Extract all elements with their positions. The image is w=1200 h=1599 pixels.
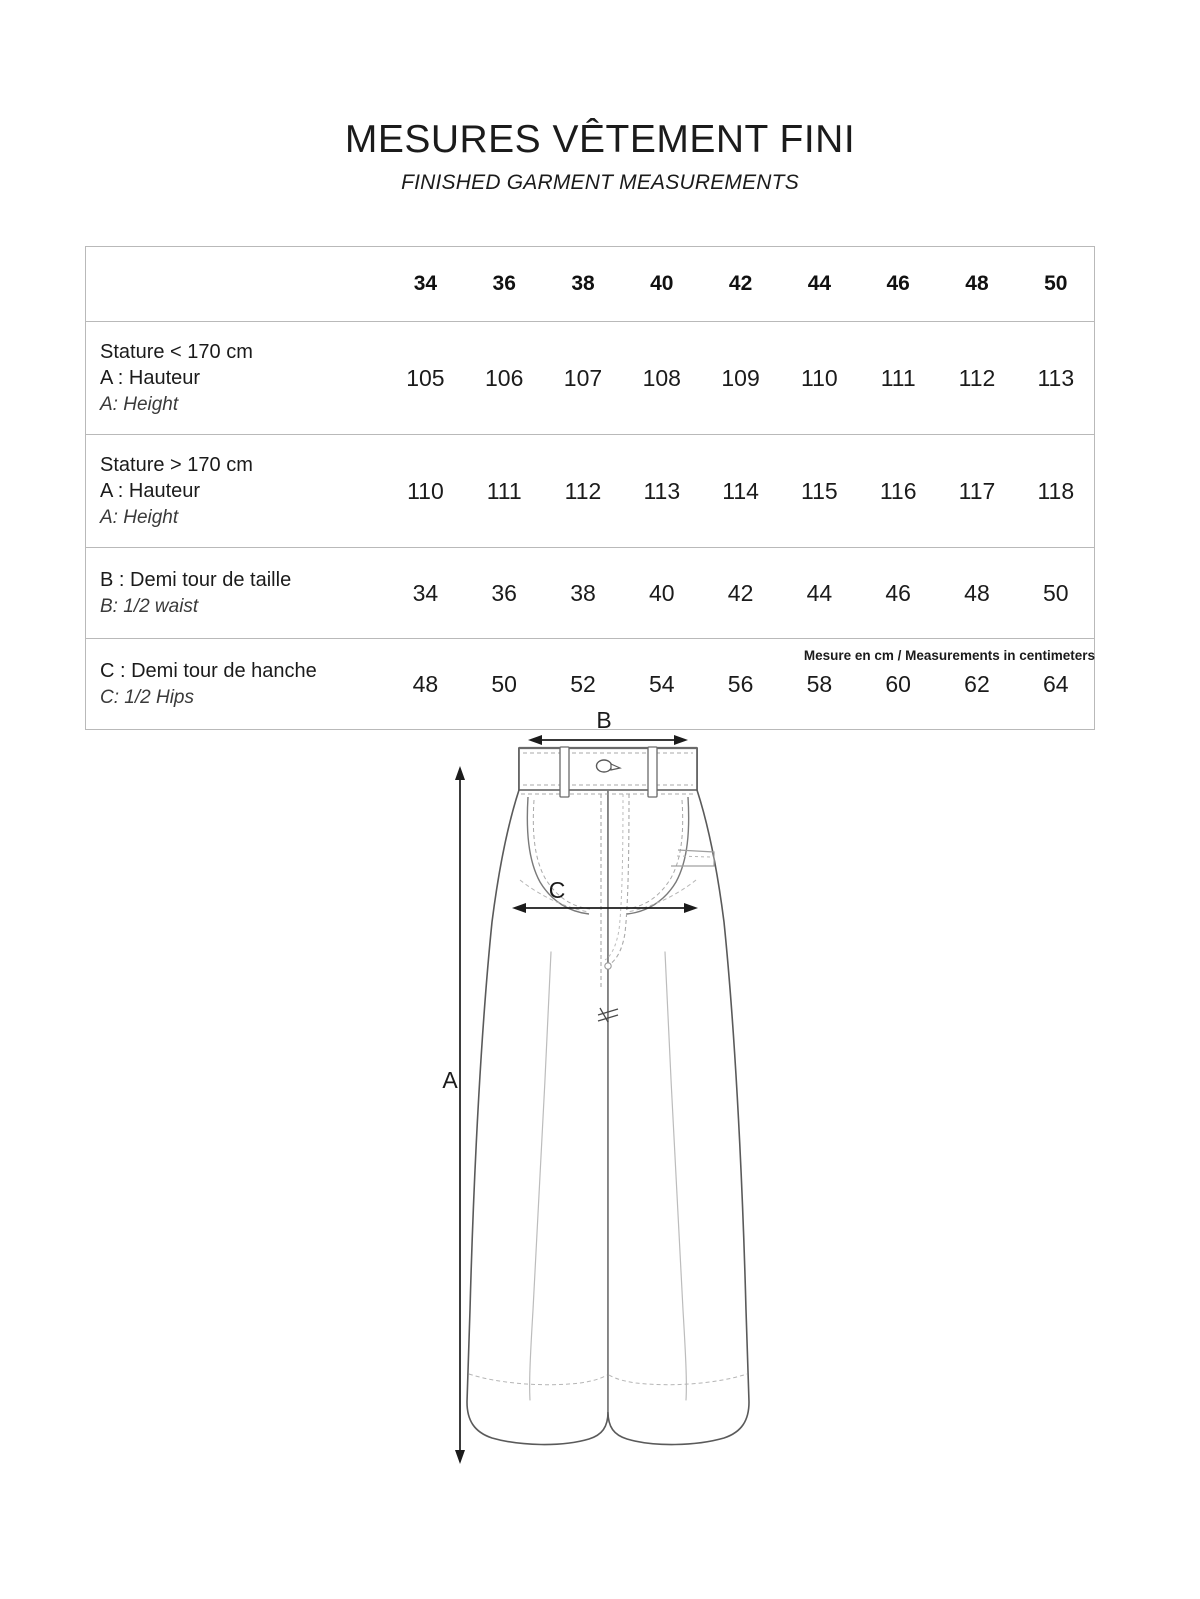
cell-value: 118 <box>1016 435 1095 548</box>
cell-value: 46 <box>859 548 938 639</box>
dimension-b-label: B <box>596 707 612 733</box>
cell-value: 117 <box>938 435 1017 548</box>
dimension-b <box>528 707 688 745</box>
cell-value: 108 <box>622 322 701 435</box>
row-label-line3: A: Height <box>100 393 179 415</box>
dimension-a-label: A <box>442 1067 458 1093</box>
cell-value: 109 <box>701 322 780 435</box>
size-header-50: 50 <box>1044 272 1068 295</box>
row-label-line1: Stature > 170 cm <box>100 454 253 477</box>
cell-value: 105 <box>386 322 465 435</box>
cell-value: 44 <box>780 548 859 639</box>
cell-value: 112 <box>938 322 1017 435</box>
size-header-36: 36 <box>492 272 516 295</box>
cell-value: 107 <box>544 322 623 435</box>
dimension-a <box>442 766 465 1464</box>
cell-value: 58 <box>780 639 859 730</box>
size-header-44: 44 <box>807 272 832 295</box>
page-title-block <box>0 118 1200 195</box>
size-header-38: 38 <box>571 272 595 295</box>
cell-value: 34 <box>386 548 465 639</box>
measurement-unit-note: Mesure en cm / Measurements in centimeters <box>803 648 1095 663</box>
row-label-line3: A: Height <box>100 506 179 528</box>
row-label-half-waist <box>86 548 386 639</box>
size-header-48: 48 <box>965 272 989 295</box>
technical-drawing <box>0 690 1200 1520</box>
row-label-line2: A : Hauteur <box>100 367 201 390</box>
cell-value: 48 <box>938 548 1017 639</box>
size-header-46: 46 <box>886 272 910 295</box>
cell-value: 50 <box>465 639 544 730</box>
cell-value: 113 <box>1016 322 1095 435</box>
cell-value: 111 <box>859 322 938 435</box>
row-label-height-over-170 <box>86 435 386 548</box>
cell-value: 62 <box>938 639 1017 730</box>
cell-value: 36 <box>465 548 544 639</box>
cell-value: 40 <box>622 548 701 639</box>
cell-value: 56 <box>701 639 780 730</box>
cell-value: 110 <box>780 322 859 435</box>
cell-value: 110 <box>386 435 465 548</box>
cell-value: 60 <box>859 639 938 730</box>
cell-value: 52 <box>544 639 623 730</box>
row-label-line2: C : Demi tour de hanche <box>100 660 317 683</box>
cell-value: 116 <box>859 435 938 548</box>
cell-value: 64 <box>1016 639 1095 730</box>
page-title: MESURES VÊTEMENT FINI <box>344 118 856 161</box>
row-label-height-under-170 <box>86 322 386 435</box>
size-header-42: 42 <box>728 272 753 295</box>
row-label-line2: A : Hauteur <box>100 480 201 503</box>
cell-value: 54 <box>622 639 701 730</box>
table-header-row <box>86 247 1095 322</box>
table-row <box>86 322 1095 435</box>
table-row <box>86 435 1095 548</box>
cell-value: 115 <box>780 435 859 548</box>
cell-value: 112 <box>544 435 623 548</box>
row-label-line3: C: 1/2 Hips <box>100 686 194 708</box>
cell-value: 113 <box>622 435 701 548</box>
cell-value: 42 <box>701 548 780 639</box>
table-corner-cell <box>86 247 386 322</box>
page-subtitle: FINISHED GARMENT MEASUREMENTS <box>401 170 799 194</box>
cell-value: 38 <box>544 548 623 639</box>
cell-value: 111 <box>465 435 544 548</box>
row-label-line1: Stature < 170 cm <box>100 341 253 364</box>
dimension-c-label: C <box>548 877 566 903</box>
cell-value: 50 <box>1016 548 1095 639</box>
table-row <box>86 548 1095 639</box>
row-label-line3: B: 1/2 waist <box>100 595 199 617</box>
cell-value: 114 <box>701 435 780 548</box>
cell-value: 106 <box>465 322 544 435</box>
row-label-line2: B : Demi tour de taille <box>100 569 292 592</box>
size-header-34: 34 <box>413 272 438 295</box>
size-header-40: 40 <box>650 272 674 295</box>
cell-value: 48 <box>386 639 465 730</box>
